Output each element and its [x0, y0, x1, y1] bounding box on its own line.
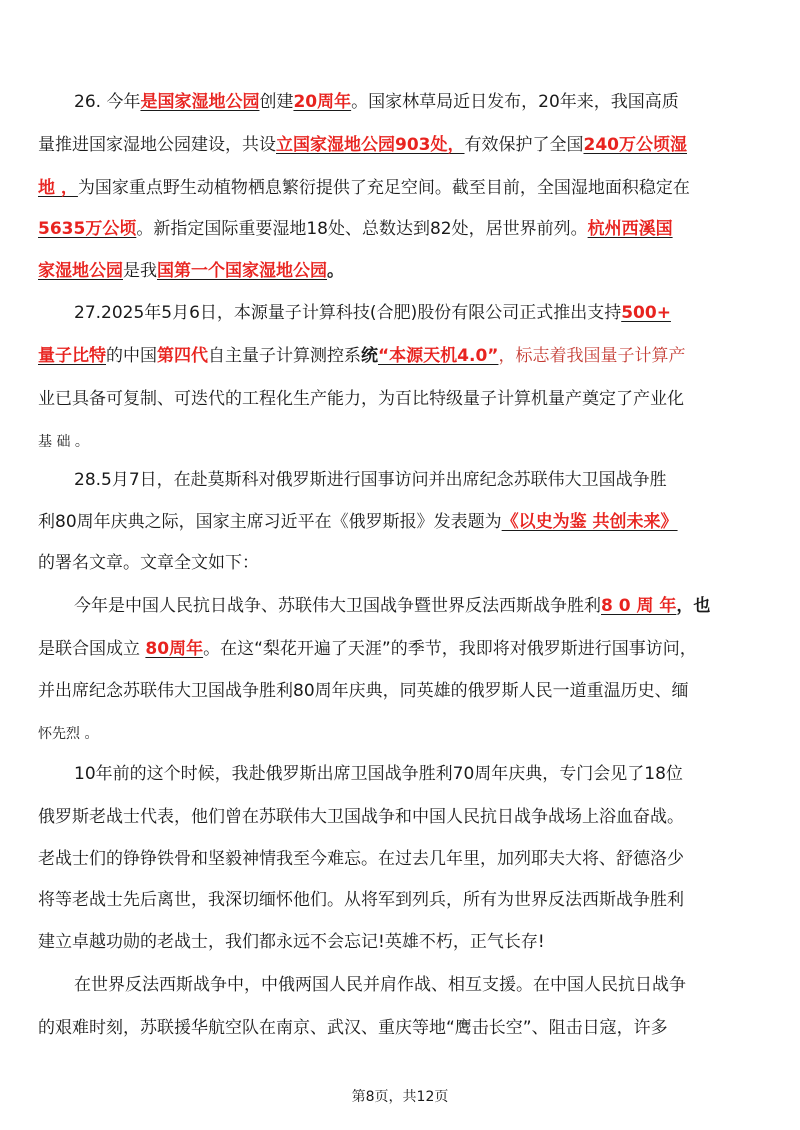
highlight: 是国家湿地公园	[140, 92, 260, 112]
p30-line-5	[38, 930, 760, 954]
text: 俄罗斯老战士代表，他们曾在苏联伟大卫国战争和中国人民抗日战争战场上浴血奋战。	[38, 807, 684, 827]
p27-line-2	[38, 344, 760, 368]
text: 27.2025年5月6日，本源量子计算科技(合肥)股份有限公司正式推出支持	[74, 303, 622, 323]
highlight: 80周年	[145, 639, 204, 659]
p26-line-3	[38, 176, 760, 200]
text: ，标志着我国量子计算产	[498, 346, 686, 366]
highlight: 500+	[621, 303, 671, 323]
highlight: 杭州西溪国	[587, 219, 673, 239]
highlight: 国第一个国家湿地公园	[157, 261, 327, 281]
text: 老战士们的铮铮铁骨和坚毅神情我至今难忘。在过去几年里，加列耶夫大将、舒德洛少	[38, 849, 684, 869]
text: 今年是中国人民抗日战争、苏联伟大卫国战争暨世界反法西斯战争胜利	[74, 596, 601, 616]
text: 的中国	[106, 346, 157, 366]
text: 并出席纪念苏联伟大卫国战争胜利80周年庆典，同英雄的俄罗斯人民一道重温历史、缅	[38, 681, 689, 701]
highlight: 20周年	[293, 92, 352, 112]
p30-line-4	[38, 888, 760, 912]
text: 建立卓越功勋的老战士，我们都永远不会忘记!英雄不朽，正气长存!	[38, 932, 545, 952]
text: 将等老战士先后离世，我深切缅怀他们。从将军到列兵，所有为世界反法西斯战争胜利	[38, 890, 684, 910]
highlight: 《以史为鉴 共创未来》	[501, 512, 678, 532]
p28-line-3	[38, 551, 760, 575]
p26-line-5	[38, 259, 760, 283]
text: 统	[361, 346, 378, 366]
page-footer: 第8页，共12页	[351, 1089, 449, 1105]
highlight: 240万公顷湿	[583, 135, 687, 155]
p29-line-1	[38, 594, 760, 618]
text: 。在这“梨花开遍了天涯”的季节，我即将对俄罗斯进行国事访问，	[203, 639, 697, 659]
highlight: “本源天机4.0”	[378, 346, 499, 366]
text: 在世界反法西斯战争中，中俄两国人民并肩作战、相互支援。在中国人民抗日战争	[74, 975, 686, 995]
p31-line-2	[38, 1016, 760, 1040]
text: 业已具备可复制、可迭代的工程化生产能力，为百比特级量子计算机量产奠定了产业化	[38, 389, 684, 409]
p26-line-2	[38, 133, 760, 157]
text: 利80周年庆典之际，国家主席习近平在《俄罗斯报》发表题为	[38, 512, 502, 532]
p30-line-2	[38, 805, 760, 829]
text: 。国家林草局近日发布，20年来，我国高质	[351, 92, 679, 112]
p30-line-1	[38, 762, 760, 786]
highlight: 立国家湿地公园903处，	[276, 135, 465, 155]
highlight: 5635万公顷	[38, 219, 137, 239]
p29-line-3	[38, 679, 760, 703]
text: ，也	[676, 596, 711, 616]
text: 28.5月7日，在赴莫斯科对俄罗斯进行国事访问并出席纪念苏联伟大卫国战争胜	[74, 470, 667, 490]
p31-line-1	[38, 973, 760, 997]
p27-line-1	[38, 301, 760, 325]
highlight: 第	[157, 346, 174, 366]
highlight: 家湿地公园	[38, 261, 123, 281]
p28-line-1	[38, 468, 760, 492]
text: 创建	[259, 92, 294, 112]
text: 为国家重点野生动植物栖息繁衍提供了充足空间。截至目前，全国湿地面积稳定在	[77, 178, 690, 198]
p30-line-3	[38, 847, 760, 871]
text: 自主量子计算测控系	[208, 346, 361, 366]
text: 的艰难时刻，苏联援华航空队在南京、武汉、重庆等地“鹰击长空”、阻击日寇，许多	[38, 1018, 668, 1038]
text: 是联合国成立	[38, 639, 146, 659]
text: 。新指定国际重要湿地18处、总数达到82处，居世界前列。	[136, 219, 588, 239]
highlight: 8 0 周 年	[601, 596, 677, 616]
text: 量推进国家湿地公园建设，共设	[38, 135, 276, 155]
text: 26. 今年	[74, 92, 141, 112]
text: 怀先烈 。	[38, 726, 99, 742]
text: 10年前的这个时候，我赴俄罗斯出席卫国战争胜利70周年庆典，专门会见了18位	[74, 764, 683, 784]
p27-line-3	[38, 387, 760, 411]
text: 基 础 。	[38, 434, 89, 450]
p28-line-2	[38, 510, 760, 534]
highlight: 量子比特	[38, 346, 106, 366]
p29-line-2	[38, 637, 760, 661]
p27-line-4	[38, 430, 760, 454]
text: 。	[327, 261, 344, 281]
p26-line-4	[38, 217, 760, 241]
highlight: 地 ，	[38, 178, 78, 198]
text: 有效保护了全国	[464, 135, 584, 155]
text: 是我	[123, 261, 157, 281]
highlight: 四代	[174, 346, 208, 366]
p26-line-1	[38, 90, 760, 114]
p29-line-4	[38, 722, 760, 746]
text: 的署名文章。文章全文如下：	[38, 553, 259, 573]
